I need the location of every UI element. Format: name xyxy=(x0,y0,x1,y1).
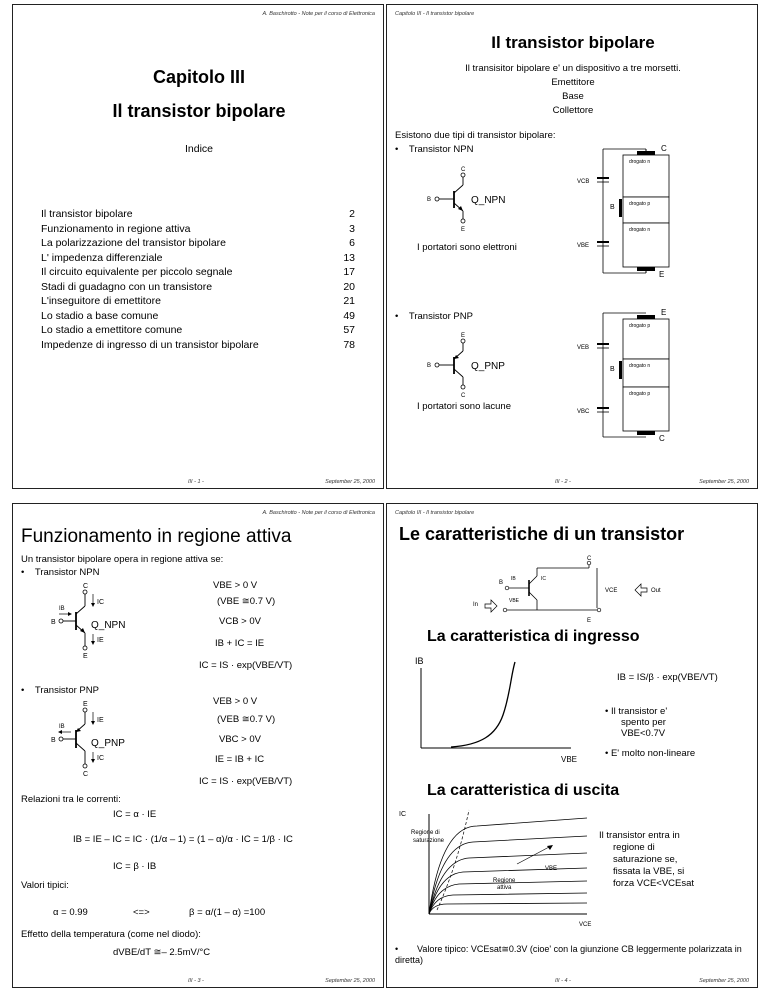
toc-page: 21 xyxy=(343,295,355,307)
toc-page: 6 xyxy=(349,237,355,249)
slide-2 xyxy=(386,4,758,489)
npn-cond: IC = IS · exp(VBE/VT) xyxy=(199,660,293,671)
page-number: III - 1 - xyxy=(188,479,204,485)
output-note: regione di xyxy=(613,842,655,853)
svg-text:VBE: VBE xyxy=(545,866,558,872)
input-note: VBE<0.7V xyxy=(621,728,666,739)
bullet-npn: • Transistor NPN xyxy=(395,144,474,155)
toc-label: L' impedenza differenziale xyxy=(41,251,163,264)
svg-text:E: E xyxy=(461,333,466,339)
svg-text:Q_PNP: Q_PNP xyxy=(91,738,125,749)
toc-label: Il transistor bipolare xyxy=(41,208,133,220)
svg-text:attiva: attiva xyxy=(497,885,512,891)
svg-text:IE: IE xyxy=(97,637,104,644)
svg-text:IB: IB xyxy=(59,724,65,730)
slide-header: A. Baschirotto - Note per il corso di Elettronica xyxy=(262,11,375,17)
svg-text:VBE: VBE xyxy=(577,243,590,249)
svg-text:C: C xyxy=(587,556,592,562)
svg-text:IC: IC xyxy=(541,576,546,582)
toc-entry[interactable] xyxy=(41,323,355,338)
svg-text:B: B xyxy=(499,580,504,586)
toc-label: Il circuito equivalente per piccolo segnale xyxy=(41,266,233,278)
relation-ic-ib: IC = β · IB xyxy=(113,861,157,872)
svg-text:IE: IE xyxy=(97,717,104,724)
toc-entry[interactable] xyxy=(41,338,355,353)
label-b: B xyxy=(427,197,432,203)
toc-entry[interactable] xyxy=(41,222,355,237)
slide-title: Le caratteristiche di un transistor xyxy=(399,524,685,544)
input-note: • Il transistor e' xyxy=(605,706,668,717)
slide-title: Funzionamento in regione attiva xyxy=(21,526,292,547)
toc-label: Stadi di guadagno con un transistore xyxy=(41,280,213,293)
npn-cond: VCB > 0V xyxy=(219,616,261,627)
index-title: Indice xyxy=(184,143,214,155)
svg-text:B: B xyxy=(610,204,615,211)
output-characteristic-graph xyxy=(397,806,607,936)
svg-text:E: E xyxy=(587,618,592,624)
npn-carriers: I portatori sono elettroni xyxy=(417,242,517,253)
npn-cond: VBE > 0 V xyxy=(213,580,258,591)
toc-entry[interactable] xyxy=(41,236,355,251)
toc-label: Funzionamento in regione attiva xyxy=(41,222,191,235)
bullet-npn: • Transistor NPN xyxy=(21,567,100,578)
svg-text:E: E xyxy=(661,308,667,317)
pnp-cond: VEB > 0 V xyxy=(213,696,258,707)
page-date: September 25, 2000 xyxy=(699,479,749,485)
pnp-cond: IE = IB + IC xyxy=(215,754,265,765)
input-equation: IB = IS/β · exp(VBE/VT) xyxy=(617,672,718,683)
output-note: fissata la VBE, si xyxy=(613,866,685,877)
pnp-cond: VBC > 0V xyxy=(219,734,261,745)
toc-page: 3 xyxy=(349,222,355,235)
pnp-symbol xyxy=(427,329,537,399)
svg-text:C: C xyxy=(661,144,667,153)
page-date: September 25, 2000 xyxy=(325,978,375,984)
label-q-npn: Q_NPN xyxy=(471,195,506,206)
slide-header: A. Baschirotto - Note per il corso di Elettronica xyxy=(262,510,375,516)
slide-header: Capitolo III - Il transistor bipolare xyxy=(395,11,475,17)
toc-label: Impedenze di ingresso di un transistor bipolare xyxy=(41,338,259,351)
svg-text:B: B xyxy=(51,619,56,626)
vbe-label: VBE xyxy=(509,598,520,604)
svg-text:VBE: VBE xyxy=(561,755,578,764)
transistor-io-diagram xyxy=(447,554,697,624)
svg-text:IC: IC xyxy=(399,811,406,818)
svg-text:drogato n: drogato n xyxy=(629,159,651,165)
svg-text:VCB: VCB xyxy=(577,179,590,185)
slide-1 xyxy=(12,4,384,489)
page-date: September 25, 2000 xyxy=(699,978,749,984)
input-char-title: La caratteristica di ingresso xyxy=(427,628,640,645)
svg-text:saturazione: saturazione xyxy=(413,838,445,844)
equivalence-arrow: <=> xyxy=(133,907,150,918)
page-number: III - 2 - xyxy=(555,479,571,485)
pnp-cond: (VEB ≅0.7 V) xyxy=(217,714,276,725)
svg-text:E: E xyxy=(83,701,88,708)
toc-entry[interactable] xyxy=(41,280,355,295)
toc-entry[interactable] xyxy=(41,309,355,324)
svg-text:IB: IB xyxy=(59,606,65,612)
toc-list xyxy=(41,207,355,352)
bullet-npn-label: Transistor NPN xyxy=(34,567,100,578)
svg-text:IB: IB xyxy=(415,656,424,666)
svg-text:IC: IC xyxy=(97,599,104,606)
svg-text:IB: IB xyxy=(511,576,516,582)
toc-label: La polarizzazione del transistor bipolare xyxy=(41,237,227,249)
svg-text:B: B xyxy=(51,737,56,744)
svg-text:B: B xyxy=(610,366,615,373)
slide-3 xyxy=(12,503,384,988)
npn-cond: IB + IC = IE xyxy=(215,638,265,649)
pnp-symbol xyxy=(53,698,163,778)
bullet-pnp-label: Transistor PNP xyxy=(408,311,473,322)
terminal-base: Base xyxy=(562,91,584,102)
typical-note: • Valore tipico: VCEsat≅0.3V (cioe' con la giunzione CB leggermente polarizzata in diretta) xyxy=(395,944,742,965)
npn-cond: (VBE ≅0.7 V) xyxy=(217,596,276,607)
toc-page: 49 xyxy=(343,309,355,322)
temp-equation: dVBE/dT ≅– 2.5mV/°C xyxy=(113,947,211,958)
svg-text:drogato n: drogato n xyxy=(629,227,651,233)
pnp-structure xyxy=(577,307,697,442)
chapter-title: Il transistor bipolare xyxy=(112,101,286,121)
toc-entry[interactable] xyxy=(41,294,355,309)
svg-text:Q_NPN: Q_NPN xyxy=(91,620,126,631)
page-number: III - 4 - xyxy=(555,978,571,984)
toc-page: 57 xyxy=(343,324,355,336)
output-note: Il transistor entra in xyxy=(599,830,680,841)
svg-text:drogato p: drogato p xyxy=(629,391,651,397)
svg-text:IC: IC xyxy=(97,755,104,762)
toc-label: Lo stadio a emettitore comune xyxy=(41,324,183,336)
types-intro: Esistono due tipi di transistor bipolare: xyxy=(395,130,556,141)
bullet-pnp: • Transistor PNP xyxy=(21,685,99,696)
svg-text:E: E xyxy=(83,653,88,660)
toc-page: 78 xyxy=(343,338,355,351)
label-e: E xyxy=(461,227,466,233)
typical-text: Valore tipico: VCEsat≅0.3V (cioe' con la giunzione CB leggermente polarizzata in diretta) xyxy=(395,944,742,965)
intro-text: Il transisitor bipolare e' un dispositivo a tre morsetti. xyxy=(465,63,681,74)
relation-ic-ie: IC = α · IE xyxy=(113,809,157,820)
output-char-title: La caratteristica di uscita xyxy=(427,782,620,799)
bullet-npn-label: Transistor NPN xyxy=(408,144,474,155)
svg-text:drogato p: drogato p xyxy=(629,201,651,207)
intro-text: Un transistor bipolare opera in regione attiva se: xyxy=(21,554,224,565)
toc-entry[interactable] xyxy=(41,265,355,280)
pnp-cond: IC = IS · exp(VEB/VT) xyxy=(199,776,293,787)
pnp-carriers: I portatori sono lacune xyxy=(417,401,512,412)
svg-text:drogato p: drogato p xyxy=(629,323,651,329)
svg-text:C: C xyxy=(659,434,665,443)
output-note: saturazione se, xyxy=(613,854,678,865)
toc-entry[interactable] xyxy=(41,251,355,266)
page-date: September 25, 2000 xyxy=(325,479,375,485)
npn-symbol xyxy=(53,580,163,660)
output-note: forza VCE<VCEsat xyxy=(613,878,695,889)
svg-text:C: C xyxy=(83,583,89,590)
chapter-label: Capitolo III xyxy=(153,67,245,87)
svg-text:Regione di: Regione di xyxy=(411,830,440,836)
toc-entry[interactable] xyxy=(41,207,355,222)
svg-text:VEB: VEB xyxy=(577,345,590,351)
beta-value: β = α/(1 – α) =100 xyxy=(189,907,266,918)
toc-page: 2 xyxy=(349,208,355,220)
vce-label: VCE xyxy=(605,588,618,594)
input-note: spento per xyxy=(621,717,666,728)
toc-page: 13 xyxy=(343,251,355,264)
terminal-emitter: Emettitore xyxy=(551,77,595,88)
svg-text:C: C xyxy=(461,393,466,399)
svg-text:Regione: Regione xyxy=(493,878,516,884)
toc-page: 17 xyxy=(343,266,355,278)
input-note: • E' molto non-lineare xyxy=(605,748,696,759)
svg-text:VBC: VBC xyxy=(577,409,590,415)
svg-text:In: In xyxy=(473,602,479,608)
svg-text:E: E xyxy=(659,270,665,279)
relation-ib: IB = IE – IC = IC · (1/α – 1) = (1 – α)/α · IC = 1/β · IC xyxy=(73,834,293,845)
slide-header: Capitolo III - Il transistor bipolare xyxy=(395,510,475,516)
svg-text:VCE: VCE xyxy=(579,922,592,928)
relations-title: Relazioni tra le correnti: xyxy=(21,794,121,805)
terminal-collector: Collettore xyxy=(552,105,594,116)
label-c: C xyxy=(461,167,466,173)
toc-label: Lo stadio a base comune xyxy=(41,309,159,322)
bullet-pnp-label: Transistor PNP xyxy=(34,685,99,696)
typical-title: Valori tipici: xyxy=(21,880,69,891)
temp-title: Effetto della temperatura (come nel diodo): xyxy=(21,929,201,940)
svg-text:B: B xyxy=(427,363,432,369)
svg-text:C: C xyxy=(83,771,89,778)
bullet-pnp: • Transistor PNP xyxy=(395,311,473,322)
svg-text:drogato n: drogato n xyxy=(629,363,651,369)
page-number: III - 3 - xyxy=(188,978,204,984)
label-q-pnp: Q_PNP xyxy=(471,361,505,372)
alpha-value: α = 0.99 xyxy=(53,907,88,918)
npn-structure xyxy=(577,143,697,278)
svg-text:Out: Out xyxy=(651,588,661,594)
toc-label: L'inseguitore di emettitore xyxy=(41,295,161,307)
slide-4 xyxy=(386,503,758,988)
npn-symbol xyxy=(427,163,537,233)
slide-title: Il transistor bipolare xyxy=(491,33,655,52)
toc-page: 20 xyxy=(343,280,355,293)
